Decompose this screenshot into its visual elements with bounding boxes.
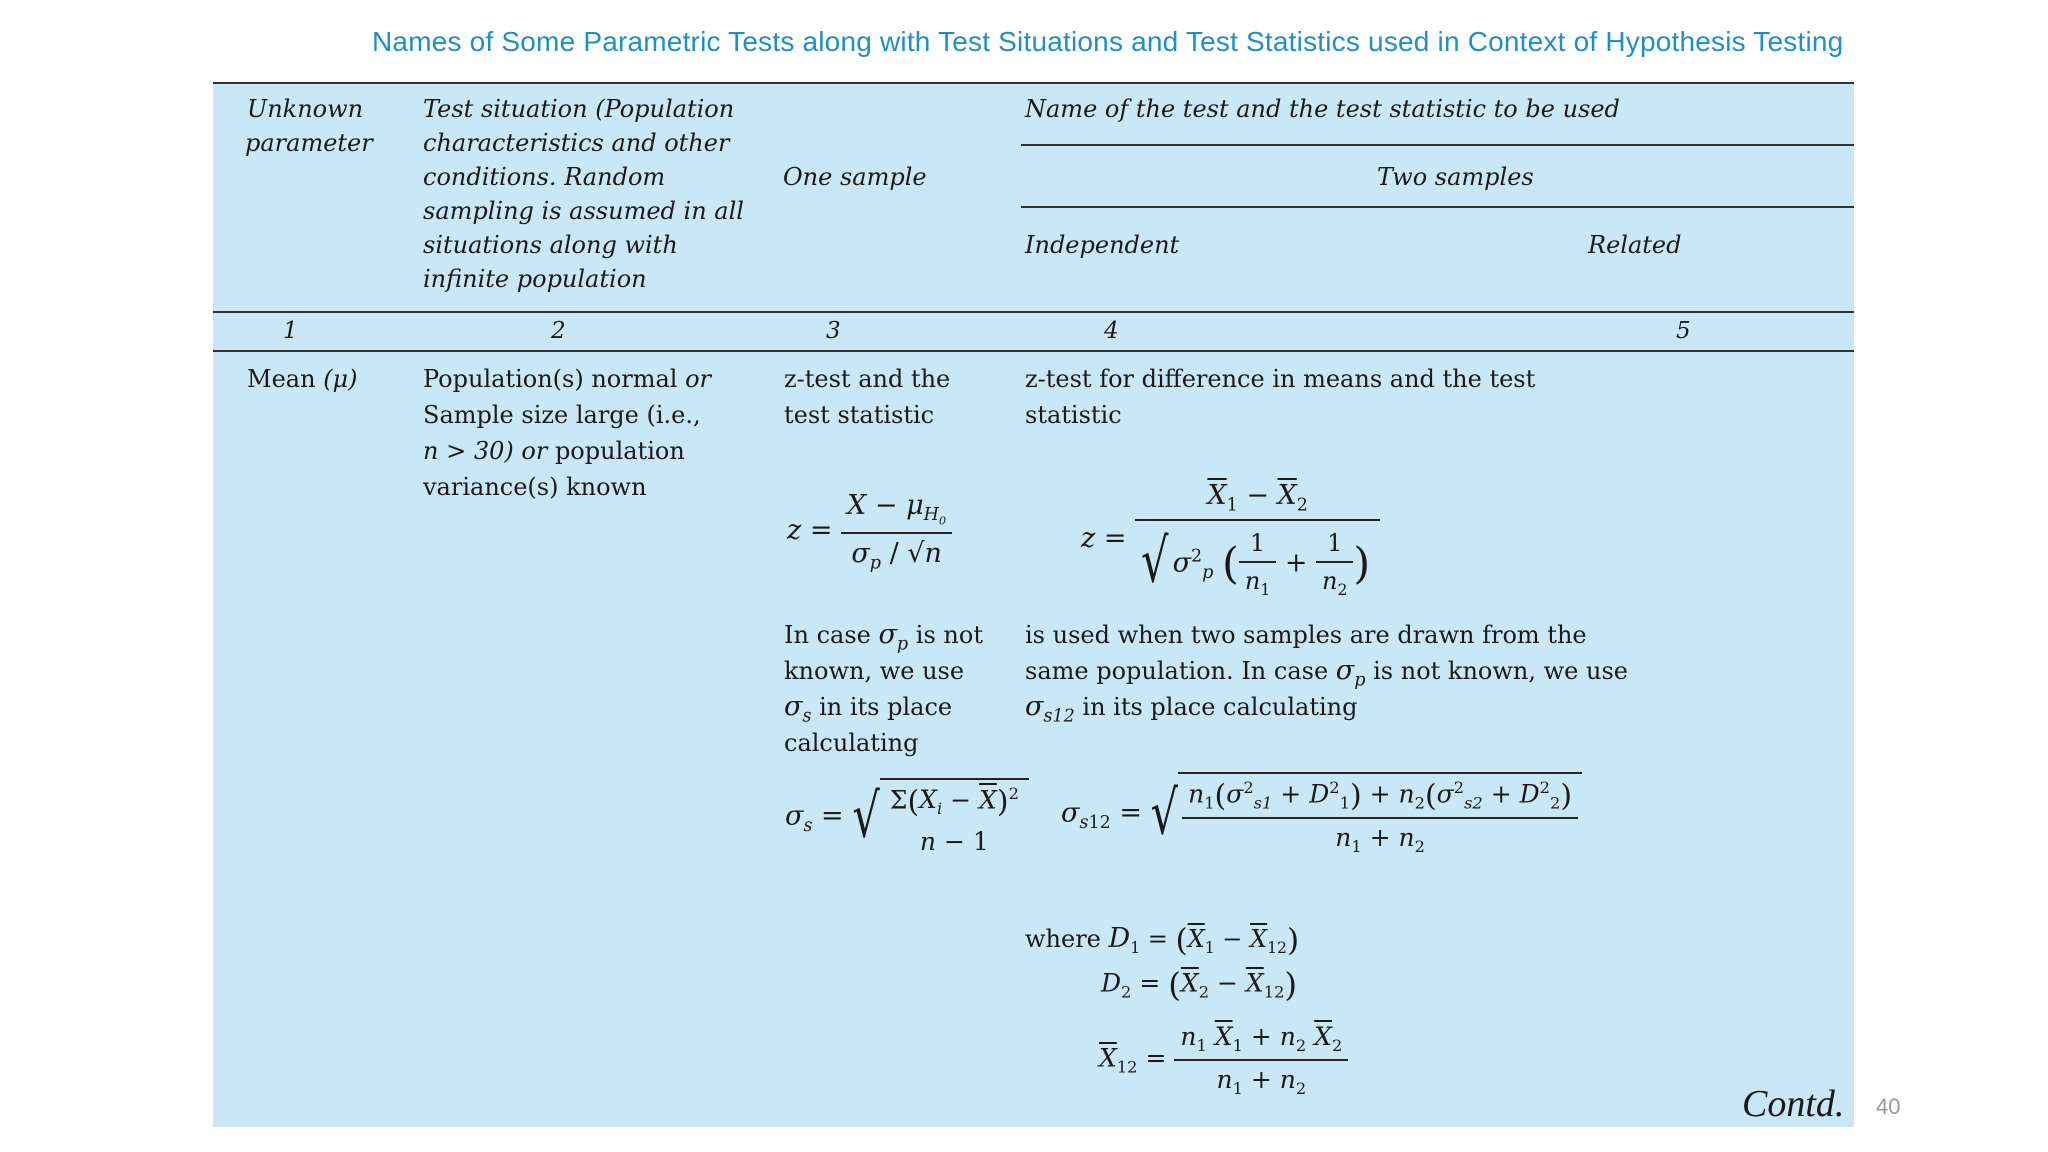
table-panel: [213, 82, 1854, 1127]
one-sample-note: $\sigma_s$ in its place: [784, 691, 953, 727]
header-situation-line: sampling is assumed in all: [423, 197, 744, 225]
page-number: 40: [1876, 1094, 1901, 1119]
parameter-cell: [247, 362, 358, 396]
col-number: 5: [1676, 318, 1691, 344]
numbers-rule: [213, 350, 1854, 352]
top-rule: [213, 82, 1854, 84]
one-sample-note: calculating: [784, 729, 919, 757]
col-number: 1: [283, 318, 298, 344]
header-independent: Independent: [1025, 231, 1180, 259]
independent-intro: statistic: [1025, 401, 1122, 429]
situation-line: n > 30) or population: [423, 437, 685, 465]
independent-note: is used when two samples are drawn from the: [1025, 621, 1587, 649]
header-rule: [213, 311, 1854, 313]
continued-label: Contd.: [1742, 1083, 1845, 1125]
header-related: Related: [1588, 231, 1682, 259]
situation-line: variance(s) known: [423, 473, 647, 501]
page-title: Names of Some Parametric Tests along with Test Situations and Test Statistics used in Context of Hypothesis Testing: [372, 26, 1844, 57]
two-samples-rule: [1021, 206, 1854, 208]
one-sample-intro: test statistic: [784, 401, 935, 429]
situation-line: Sample size large (i.e.,: [423, 401, 701, 429]
header-situation-line: Test situation (Population: [423, 95, 735, 123]
header-situation-line: characteristics and other: [423, 129, 730, 157]
parameter-name: Mean: [247, 365, 316, 393]
col-number: 4: [1104, 318, 1119, 344]
col-number: 3: [826, 318, 841, 344]
col-number: 2: [551, 318, 566, 344]
header-unknown: Unknown: [247, 95, 364, 123]
one-sample-note: known, we use: [784, 657, 965, 685]
header-situation-line: conditions. Random: [423, 163, 666, 191]
header-one-sample: One sample: [783, 163, 927, 191]
one-sample-note: In case $\sigma_p$ is not: [784, 619, 983, 655]
one-sample-intro: z-test and the: [784, 365, 951, 393]
span-rule: [1021, 144, 1854, 146]
sigma-s12-formula: $\sigma_{s12}$ = √ $\frac{n_1(\sigma^2_{s1} + D^2_1) + n_2(\sigma^2_{s2} + D^2_2)}{n_1 + n_2}$: [1061, 772, 1582, 856]
z-difference-formula: z = $\overline{X}_1 - \overline{X}_2$ √ $\sigma^2_p$ ( $\frac{1}{n_1}$ + $\frac{1}{n_2}$ ): [1081, 480, 1380, 599]
header-situation-line: infinite population: [423, 265, 647, 293]
header-parameter: parameter: [245, 129, 373, 157]
z-statistic-formula: z = $\frac{X - \mu_{H_0}}{\sigma_p / √n}$: [787, 490, 952, 573]
d2-formula: $D_2 = (\overline{X}_2 - \overline{X}_{12})$: [1101, 966, 1298, 1004]
x12-formula: $\overline{X}_{12}$ = $\frac{n_1 \overline{X}_1 + n_2 \overline{X}_2}{n_1 + n_2}$: [1099, 1022, 1348, 1098]
situation-line: Population(s) normal or: [423, 365, 712, 393]
sigma-s-formula: $\sigma_s$ = √ $\Sigma(X_i - \overline{X})^2$ n − 1: [785, 778, 1029, 856]
where-label: where $D_1 = (\overline{X}_1 - \overline{X}_{12})$: [1025, 922, 1300, 959]
independent-note: same population. In case $\sigma_p$ is not known, we use: [1025, 655, 1628, 691]
parameter-symbol: (μ): [323, 365, 358, 393]
header-span: Name of the test and the test statistic to be used: [1025, 95, 1620, 123]
independent-intro: z-test for difference in means and the test: [1025, 365, 1536, 393]
header-two-samples: Two samples: [1377, 163, 1534, 191]
header-situation-line: situations along with: [423, 231, 678, 259]
independent-note: $\sigma_{s12}$ in its place calculating: [1025, 691, 1358, 727]
